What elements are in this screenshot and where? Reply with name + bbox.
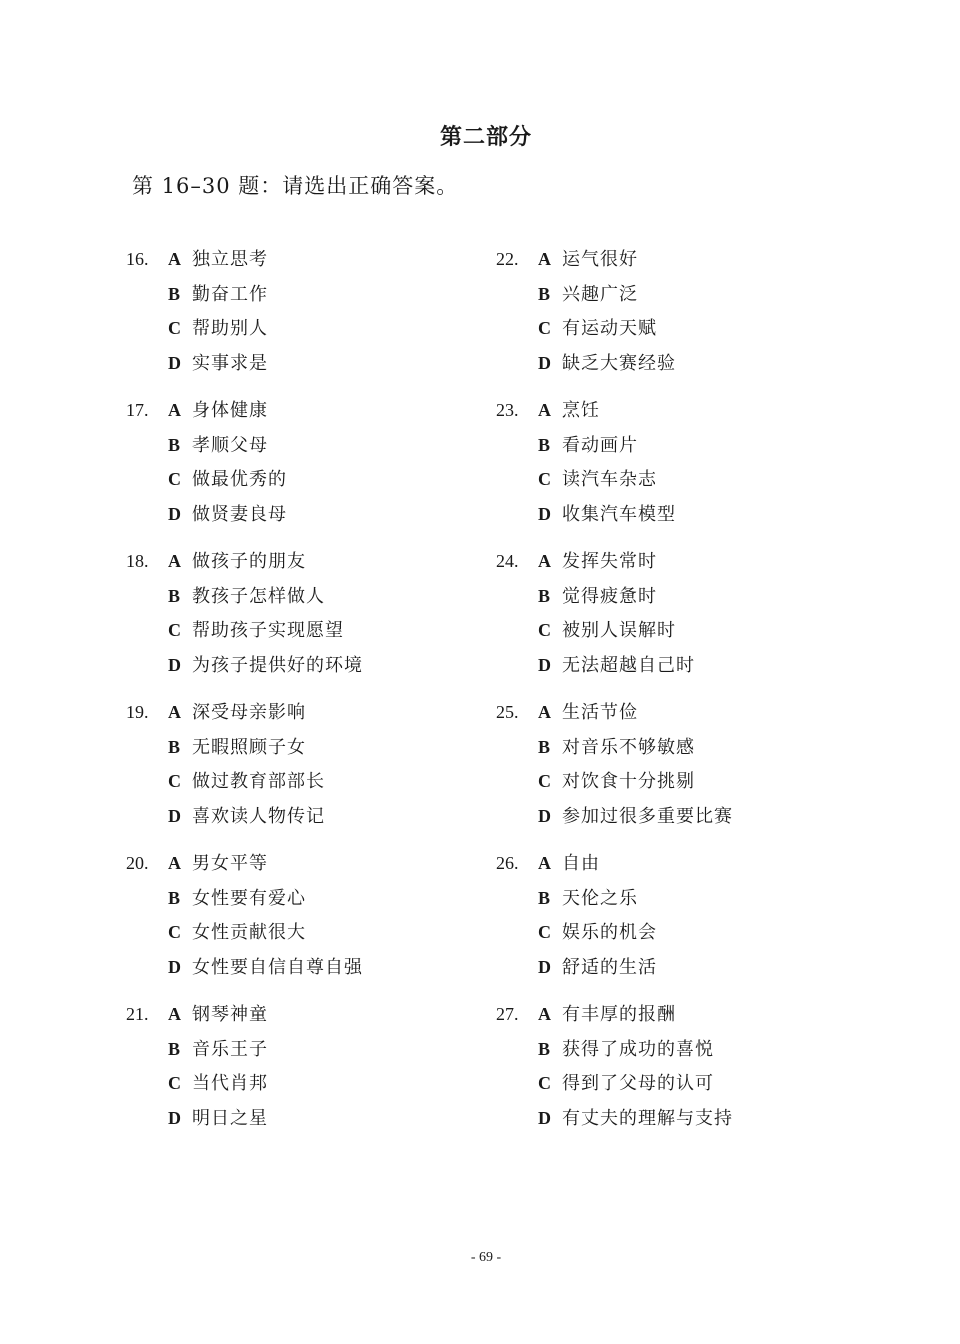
answer-option <box>538 547 657 575</box>
answer-option <box>538 616 676 644</box>
option-text: 帮助孩子实现愿望 <box>192 620 344 641</box>
option-text: 音乐王子 <box>192 1038 268 1060</box>
option-letter: D <box>538 1107 551 1128</box>
answer-option <box>538 651 695 679</box>
question-number: 26. <box>496 853 519 873</box>
option-text: 无暇照顾子女 <box>192 736 306 758</box>
option-letter: B <box>538 736 551 757</box>
option-text: 明日之星 <box>192 1107 268 1129</box>
option-letter: D <box>168 654 181 675</box>
option-text: 做孩子的朋友 <box>192 551 306 572</box>
option-text: 男女平等 <box>192 853 268 874</box>
answer-option <box>168 582 325 610</box>
option-letter: B <box>538 887 551 908</box>
option-letter: B <box>168 283 181 304</box>
answer-option <box>168 953 363 981</box>
question-number: 24. <box>496 551 519 571</box>
answer-option <box>538 918 657 946</box>
option-letter: A <box>538 249 551 269</box>
answer-option <box>538 1000 676 1028</box>
option-letter: B <box>168 585 181 606</box>
option-letter: B <box>538 283 551 304</box>
answer-option <box>168 245 268 273</box>
answer-option <box>168 314 268 342</box>
answer-option <box>538 314 657 342</box>
answer-option <box>168 465 287 493</box>
answer-option <box>168 547 306 575</box>
option-text: 女性要自信自尊自强 <box>192 956 363 978</box>
answer-option <box>168 1000 268 1028</box>
answer-option <box>538 500 676 528</box>
option-text: 被别人误解时 <box>562 620 676 641</box>
option-text: 喜欢读人物传记 <box>192 805 325 827</box>
option-letter: C <box>168 620 181 640</box>
question-number: 19. <box>126 702 149 722</box>
option-letter: C <box>168 922 181 942</box>
option-letter: A <box>168 702 181 722</box>
answer-option <box>168 280 268 308</box>
option-letter: C <box>168 771 181 791</box>
option-text: 娱乐的机会 <box>562 922 657 943</box>
question-number: 18. <box>126 551 149 571</box>
option-text: 勤奋工作 <box>192 283 268 305</box>
option-text: 教孩子怎样做人 <box>192 585 325 607</box>
option-letter: D <box>168 1107 181 1128</box>
section-title: 第二部分 <box>439 124 532 150</box>
option-text: 自由 <box>562 853 600 874</box>
option-letter: C <box>538 922 551 942</box>
option-text: 兴趣广泛 <box>562 283 638 305</box>
option-letter: A <box>168 249 181 269</box>
answer-option <box>538 884 638 912</box>
answer-option <box>168 733 306 761</box>
option-text: 独立思考 <box>192 249 268 270</box>
option-text: 实事求是 <box>192 352 268 374</box>
option-text: 女性要有爱心 <box>192 887 306 909</box>
answer-option <box>168 802 325 830</box>
answer-option <box>538 1035 714 1063</box>
option-text: 发挥失常时 <box>562 551 657 572</box>
option-letter: D <box>538 503 551 524</box>
option-text: 生活节俭 <box>562 702 638 723</box>
answer-option <box>538 431 638 459</box>
option-text: 看动画片 <box>562 434 638 456</box>
option-letter: B <box>168 736 181 757</box>
option-text: 天伦之乐 <box>562 887 638 909</box>
question-number: 23. <box>496 400 519 420</box>
page-number: - 69 - <box>470 1250 502 1265</box>
option-letter: D <box>538 956 551 977</box>
question-number: 22. <box>496 249 519 269</box>
option-letter: B <box>538 585 551 606</box>
question-number: 20. <box>126 853 149 873</box>
question-number: 27. <box>496 1004 519 1024</box>
answer-option <box>538 465 657 493</box>
option-letter: C <box>168 1073 181 1093</box>
option-letter: B <box>538 1038 551 1059</box>
answer-option <box>538 767 695 795</box>
answer-option <box>538 733 695 761</box>
answer-option <box>168 849 268 877</box>
answer-option <box>168 918 306 946</box>
question-number: 25. <box>496 702 519 722</box>
option-letter: D <box>168 352 181 373</box>
answer-option <box>168 1104 268 1132</box>
option-letter: B <box>168 1038 181 1059</box>
option-text: 身体健康 <box>192 400 268 421</box>
option-letter: A <box>168 551 181 571</box>
option-letter: D <box>168 956 181 977</box>
option-text: 女性贡献很大 <box>192 922 306 943</box>
answer-option <box>168 616 344 644</box>
answer-option <box>538 245 638 273</box>
answer-option <box>168 884 306 912</box>
option-text: 对饮食十分挑剔 <box>562 771 695 792</box>
answer-option <box>538 349 676 377</box>
option-letter: C <box>538 318 551 338</box>
answer-option <box>168 1069 268 1097</box>
option-text: 得到了父母的认可 <box>562 1073 714 1094</box>
option-letter: C <box>168 318 181 338</box>
answer-option <box>538 1069 714 1097</box>
option-letter: B <box>168 887 181 908</box>
option-text: 有丈夫的理解与支持 <box>562 1107 733 1129</box>
option-text: 觉得疲惫时 <box>562 585 657 607</box>
option-text: 缺乏大赛经验 <box>562 352 676 374</box>
option-text: 做贤妻良母 <box>192 503 287 525</box>
option-text: 读汽车杂志 <box>562 469 657 490</box>
option-letter: A <box>538 400 551 420</box>
option-letter: D <box>538 654 551 675</box>
option-letter: A <box>168 1004 181 1024</box>
option-text: 舒适的生活 <box>562 956 657 978</box>
answer-option <box>168 500 287 528</box>
option-text: 做过教育部部长 <box>192 771 325 792</box>
option-text: 参加过很多重要比赛 <box>562 805 733 827</box>
option-letter: C <box>168 469 181 489</box>
option-text: 当代肖邦 <box>192 1073 268 1094</box>
option-letter: D <box>168 805 181 826</box>
option-text: 钢琴神童 <box>192 1004 268 1025</box>
answer-option <box>538 1104 733 1132</box>
option-text: 深受母亲影响 <box>192 702 306 723</box>
option-text: 做最优秀的 <box>192 469 287 490</box>
answer-option <box>538 698 638 726</box>
option-letter: A <box>538 853 551 873</box>
option-letter: A <box>168 400 181 420</box>
option-letter: A <box>538 551 551 571</box>
answer-option <box>168 698 306 726</box>
option-text: 无法超越自己时 <box>562 654 695 676</box>
answer-option <box>168 396 268 424</box>
option-letter: C <box>538 1073 551 1093</box>
answer-option <box>538 849 600 877</box>
answer-option <box>168 431 268 459</box>
option-text: 对音乐不够敏感 <box>562 736 695 758</box>
question-number: 21. <box>126 1004 149 1024</box>
option-letter: C <box>538 771 551 791</box>
option-letter: D <box>538 352 551 373</box>
option-letter: A <box>168 853 181 873</box>
option-letter: A <box>538 702 551 722</box>
answer-option <box>538 802 733 830</box>
option-text: 孝顺父母 <box>192 434 268 456</box>
option-text: 为孩子提供好的环境 <box>192 654 363 676</box>
option-text: 帮助别人 <box>192 318 268 339</box>
option-letter: C <box>538 469 551 489</box>
option-text: 获得了成功的喜悦 <box>562 1038 714 1060</box>
option-letter: D <box>168 503 181 524</box>
option-letter: D <box>538 805 551 826</box>
answer-option <box>538 953 657 981</box>
answer-option <box>538 280 638 308</box>
instructions: 第 16–30 题：请选出正确答案。 <box>132 174 459 198</box>
option-letter: A <box>538 1004 551 1024</box>
question-number: 17. <box>126 400 149 420</box>
option-letter: C <box>538 620 551 640</box>
option-text: 烹饪 <box>562 400 600 421</box>
answer-option <box>538 396 600 424</box>
option-text: 收集汽车模型 <box>562 503 676 525</box>
answer-option <box>168 1035 268 1063</box>
option-text: 有丰厚的报酬 <box>562 1004 676 1025</box>
option-letter: B <box>168 434 181 455</box>
answer-option <box>168 767 325 795</box>
option-text: 有运动天赋 <box>562 318 657 339</box>
answer-option <box>538 582 657 610</box>
answer-option <box>168 651 363 679</box>
option-text: 运气很好 <box>562 249 638 270</box>
question-number: 16. <box>126 249 149 269</box>
answer-option <box>168 349 268 377</box>
option-letter: B <box>538 434 551 455</box>
